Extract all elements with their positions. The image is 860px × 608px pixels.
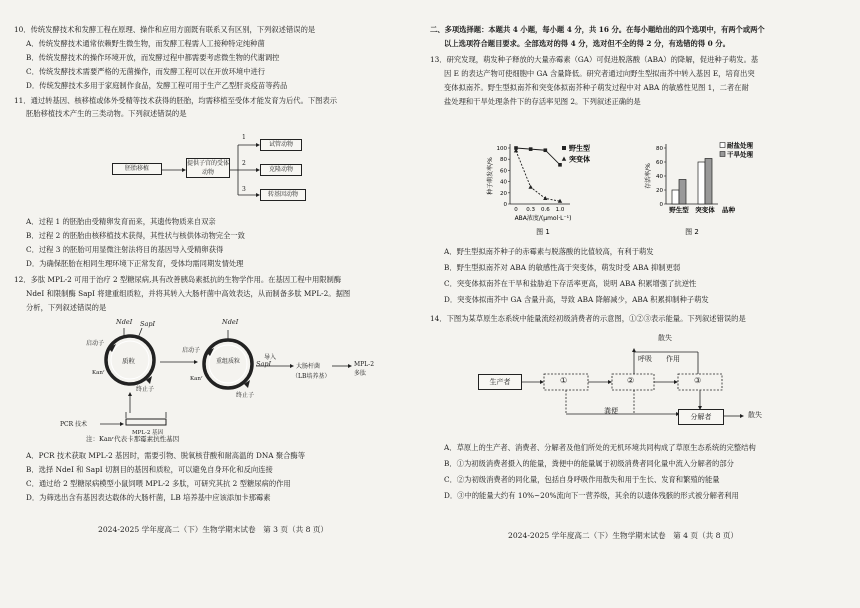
respiration-label: 呼吸 — [638, 355, 652, 363]
legend-label: 耐盐处理 — [727, 141, 753, 150]
x-axis-label: 品种 — [722, 206, 735, 214]
sapi-label: SapⅠ — [140, 320, 156, 328]
y-tick-label: 0 — [503, 202, 507, 208]
q13-stem-4: 盐处理和干旱处理条件下的存活率见图 2。下列叙述正确的是 — [444, 97, 641, 106]
page-4 — [428, 0, 860, 608]
bar-突变体-干旱处理 — [705, 159, 712, 205]
series-line-0 — [516, 148, 560, 165]
kan-label-2: Kanʳ — [190, 376, 203, 382]
ivf-animal-box: 试管动物 — [260, 139, 302, 151]
figure-2-chart — [642, 138, 762, 258]
page-3 — [0, 0, 418, 608]
feces-label: 粪便 — [604, 407, 618, 415]
terminator-label: 终止子 — [136, 386, 155, 393]
data-point — [528, 185, 532, 189]
recipient-animal-box: 提供子宫的受体动物 — [187, 160, 230, 176]
clone-animal-box: 克隆动物 — [260, 164, 302, 176]
page-3-footer: 2024-2025 学年度高二（下）生物学期末试卷 第 3 页（共 8 页） — [98, 525, 329, 534]
q10-option-c: C．传统发酵技术需要严格的无菌操作，而发酵工程可以在开放环境中进行 — [26, 67, 266, 76]
dissipate-label: 散失 — [658, 334, 672, 342]
q12-option-c: C．通过给 2 型糖尿病模型小鼠饲喂 MPL-2 多肽，可研究其抗 2 型糖尿病的作用 — [26, 479, 291, 488]
import-label: 导入 — [264, 354, 277, 361]
energy-2-label: ② — [627, 376, 635, 385]
q14-stem: 14．下图为某草原生态系统中能量流经初级消费者的示意图，①②③表示能量。下列叙述错误的是 — [430, 314, 746, 323]
y-tick-label: 0 — [659, 202, 663, 208]
q12-option-d: D．为筛选出含有基因表达载体的大肠杆菌，LB 培养基中应该添加卡那霉素 — [26, 493, 271, 502]
y-tick-label: 20 — [656, 188, 663, 194]
q11-option-b: B．过程 2 的胚胎由核移植技术获得，其性状与核供体动物完全一致 — [26, 231, 245, 240]
q12-diagram — [60, 318, 380, 440]
medium-label: （LB培养基） — [292, 373, 331, 380]
y-tick-label: 80 — [656, 146, 663, 152]
x-tick-label: 0 — [514, 207, 518, 213]
q12-note: 注：Kanʳ代表卡那霉素抗性基因 — [86, 435, 180, 443]
q11-stem: 11．通过转基因、核移植或体外受精等技术获得的胚胎，均需移植至受体才能发育为后代。下图表示 — [14, 96, 338, 105]
q10-option-d: D．传统发酵技术多用于家庭制作食品，发酵工程可用于生产乙型肝炎疫苗等药品 — [26, 81, 288, 90]
figure-1-chart — [484, 138, 614, 258]
product-label: MPL-2 多肽 — [354, 361, 375, 377]
y-tick-label: 80 — [500, 157, 507, 164]
y-axis-label: 种子萌发率/% — [487, 157, 494, 195]
q11-option-a: A．过程 1 的胚胎由受精卵发育而来，其遗传物质来自双亲 — [26, 217, 216, 226]
q12-stem-2: NdeⅠ 和限制酶 SapⅠ 将建重组质粒，并将其转入大肠杆菌中高效表达，从而制备多肽 MPL-2。据图 — [26, 289, 351, 298]
legend-marker — [720, 143, 725, 148]
process-2-label: 2 — [242, 160, 246, 167]
data-point — [544, 148, 548, 152]
q11-option-c: C．过程 3 的胚胎可用显微注射法将目的基因导入受精卵获得 — [26, 245, 224, 254]
page-4-footer: 2024-2025 学年度高二（下）生物学期末试卷 第 4 页（共 8 页） — [508, 531, 739, 540]
q12-stem-3: 分析，下列叙述错误的是 — [26, 303, 107, 312]
dissipate-label-2: 散失 — [748, 411, 762, 419]
process-1-label: 1 — [242, 134, 246, 141]
sapi-label-2: SapⅠ — [256, 360, 272, 368]
plasmid-label: 质粒 — [122, 357, 135, 365]
decomposer-box: 分解者 — [678, 409, 724, 425]
q12-option-a: A．PCR 技术获取 MPL-2 基因时，需要引物、脱氧核苷酸和耐高温的 DNA 聚合酶等 — [26, 451, 306, 460]
y-tick-label: 40 — [656, 174, 663, 180]
q13-option-a: A．野生型拟南芥种子的赤霉素与脱落酸的比值较高，有利于萌发 — [444, 247, 654, 256]
q14-diagram — [468, 330, 798, 430]
bar-野生型-干旱处理 — [679, 180, 686, 205]
q12-stem: 12．多肽 MPL-2 可用于治疗 2 型糖尿病,具有改善胰岛素抵抗的生物学作用。在基因工程中用限制酶 — [14, 275, 342, 284]
data-point — [558, 163, 562, 167]
figure-title: 图 1 — [536, 228, 550, 236]
legend-marker — [720, 152, 725, 157]
q10-option-b: B．传统发酵技术的操作环境开放，而发酵过程中都需要考虑微生物的代谢调控 — [26, 53, 280, 62]
section-heading-2: 以上选项符合题目要求。全部选对的得 4 分，选对但不全的得 2 分，有选错的得 0 分。 — [444, 39, 730, 48]
y-tick-label: 60 — [656, 160, 663, 166]
embryo-transfer-box: 胚胎移植 — [112, 163, 162, 175]
legend-label: 野生型 — [569, 144, 590, 153]
q14-option-a: A．草原上的生产者、消费者、分解者及他们所处的无机环境共同构成了草原生态系统的完整结构 — [444, 443, 756, 452]
x-tick-label: 突变体 — [695, 206, 715, 214]
promoter-label-2: 启动子 — [182, 347, 201, 354]
process-3-label: 3 — [242, 186, 246, 193]
kan-label: Kanʳ — [92, 370, 105, 376]
ecoli-label: 大肠杆菌 — [296, 363, 321, 370]
action-label: 作用 — [666, 355, 680, 363]
q14-option-b: B．①为初级消费者摄入的能量，粪便中的能量属于初级消费者同化量中流入分解者的部分 — [444, 459, 734, 468]
q12-option-b: B．选择 NdeⅠ 和 SapⅠ 切割目的基因和质粒，可以避免自身环化和反向连接 — [26, 465, 273, 474]
q13-option-d: D．突变体拟南芥中 GA 含量升高，导致 ABA 降解减少，ABA 积累抑制种子萌发 — [444, 295, 709, 304]
ndei-label-2: NdeⅠ — [222, 318, 239, 326]
q14-option-d: D．③中的能量大约有 10%~20%流向下一营养级，其余的以遗体残骸的形式被分解者利用 — [444, 491, 739, 500]
bar-野生型-耐盐处理 — [672, 190, 679, 204]
q14-option-c: C．②为初级消费者的同化量，包括自身呼吸作用散失和用于生长、发育和繁殖的能量 — [444, 475, 720, 484]
recombinant-label: 重组质粒 — [216, 358, 241, 365]
promoter-label: 启动子 — [86, 340, 105, 347]
terminator-label-2: 终止子 — [236, 392, 255, 399]
x-tick-label: 0.3 — [526, 207, 536, 213]
legend-marker — [562, 157, 566, 161]
q13-option-b: B．野生型拟南芥对 ABA 的敏感性高于突变体，萌发时受 ABA 抑制更弱 — [444, 263, 681, 272]
q11-stem-2: 胚胎移植技术产生的三类动物。下列叙述错误的是 — [26, 109, 187, 118]
energy-1-label: ① — [560, 376, 568, 385]
energy-3-label: ③ — [694, 376, 702, 385]
q13-stem: 13．研究发现，萌发种子释放的大量赤霉素（GA）可促进脱落酸（ABA）的降解，促进种子萌发。基 — [430, 55, 759, 64]
q10-option-a: A．传统发酵技术通常依赖野生微生物，而发酵工程需人工接种特定纯种菌 — [26, 39, 265, 48]
q11-option-d: D．为确保胚胎在相同生理环境下正常发育，受体均需同期发情处理 — [26, 259, 244, 268]
y-tick-label: 60 — [500, 168, 507, 175]
producer-box: 生产者 — [478, 374, 522, 390]
q10-stem: 10．传统发酵技术和发酵工程在原理、操作和应用方面既有联系又有区别，下列叙述错误的是 — [14, 25, 316, 34]
x-tick-label: 0.6 — [540, 207, 550, 213]
pcr-label: PCR 技术 — [60, 421, 88, 428]
legend-marker — [562, 146, 566, 150]
data-point — [543, 196, 547, 200]
q13-stem-3: 变体拟南芥。野生型拟南芥和突变体拟南芥种子萌发过程中对 ABA 的敏感性见图 1，二者在耐 — [444, 83, 749, 92]
plasmid-figure — [60, 318, 380, 440]
x-tick-label: 1.0 — [555, 207, 565, 213]
transgenic-animal-box: 转基因动物 — [260, 189, 306, 201]
section-heading: 二、多项选择题：本题共 4 小题，每小题 4 分，共 16 分。在每小题给出的四个选项中，有两个或两个 — [430, 25, 765, 34]
gene-label: MPL-2 基因 — [132, 430, 164, 436]
x-tick-label: 野生型 — [669, 206, 689, 214]
ndei-label: NdeⅠ — [116, 318, 133, 326]
legend-label: 突变体 — [569, 155, 590, 164]
data-point — [529, 147, 533, 151]
y-tick-label: 20 — [500, 190, 507, 197]
q11-diagram — [110, 130, 330, 210]
q13-option-c: C．突变体拟南芥在干旱和盐胁迫下存活率更高，说明 ABA 积累增强了抗逆性 — [444, 279, 697, 288]
y-axis-label: 存活率/% — [645, 163, 652, 189]
y-tick-label: 40 — [500, 179, 507, 186]
x-axis-label: ABA浓度/(μmol·L⁻¹) — [514, 215, 572, 222]
figure-title: 图 2 — [685, 228, 699, 236]
bar-突变体-耐盐处理 — [698, 162, 705, 204]
y-tick-label: 100 — [496, 146, 507, 152]
legend-label: 干旱处理 — [727, 150, 753, 159]
q13-stem-2: 因 E 的表达产物可使细胞中 GA 含量降低。研究者通过向野生型拟南芥中转入基因 E，培育出突 — [444, 69, 755, 78]
